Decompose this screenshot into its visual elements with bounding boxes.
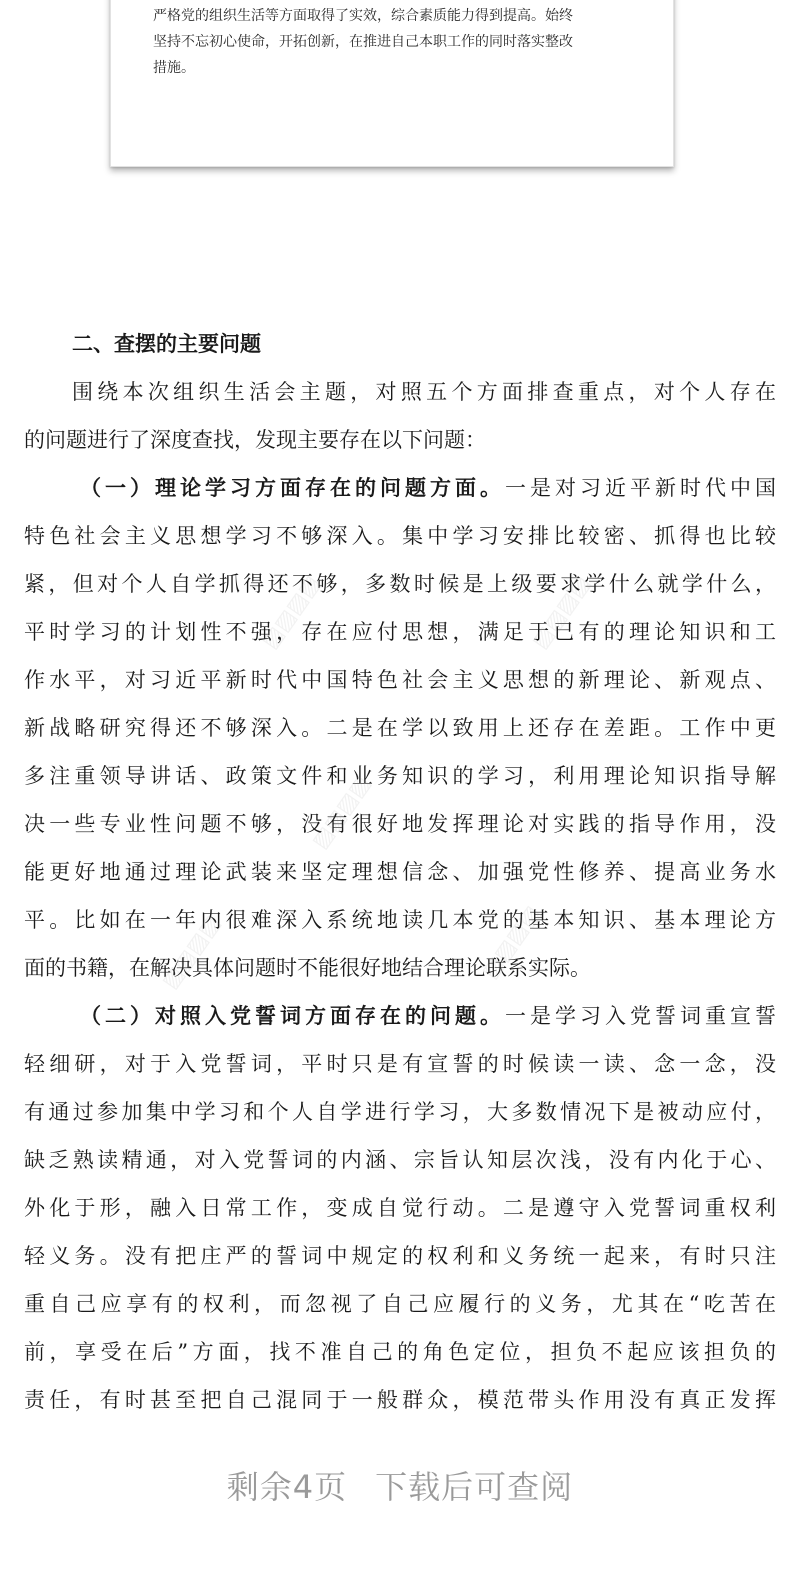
paragraph-line: 轻细研，对于入党誓词，平时只是有宣誓的时候读一读、念一念，没 xyxy=(24,1052,776,1076)
paragraph-line: 重自己应享有的权利，而忽视了自己应履行的义务，尤其在“吃苦在 xyxy=(24,1292,776,1316)
paragraph-line: 轻义务。没有把庄严的誓词中规定的权利和义务统一起来，有时只注 xyxy=(24,1244,776,1268)
watermark-mark: ▨▨▨▨ xyxy=(257,571,326,654)
paragraph-line: 缺乏熟读精通，对入党誓词的内涵、宗旨认知层次浅，没有内化于心、 xyxy=(24,1148,776,1172)
paragraph-line: 外化于形，融入日常工作，变成自觉行动。二是遵守入党誓词重权利 xyxy=(24,1196,776,1220)
watermark-mark: ▨▨▨▨ xyxy=(307,771,376,854)
paragraph-line: 面的书籍，在解决具体问题时不能很好地结合理论联系实际。 xyxy=(24,956,591,980)
watermark-mark: ▨▨▨▨ xyxy=(527,571,596,654)
document-body xyxy=(24,320,776,1424)
point-one-paragraph xyxy=(24,464,776,992)
point-one-heading: （一）理论学习方面存在的问题方面。 xyxy=(80,475,505,500)
point-two-heading: （二）对照入党誓词方面存在的问题。 xyxy=(80,1003,505,1028)
previous-page-line: 严格党的组织生活等方面取得了实效，综合素质能力得到提高。始终 xyxy=(153,8,573,24)
paragraph-line: 平时学习的计划性不强，存在应付思想，满足于已有的理论知识和工 xyxy=(24,620,776,644)
intro-line: 的问题进行了深度查找，发现主要存在以下问题： xyxy=(24,428,486,452)
watermark-mark: ▨▨▨▨ xyxy=(157,911,226,994)
download-banner[interactable] xyxy=(0,1462,800,1508)
point-two-first-line xyxy=(24,992,776,1040)
paragraph-line: 多注重领导讲话、政策文件和业务知识的学习，利用理论知识指导解 xyxy=(24,764,776,788)
remaining-pages-label: 剩余4页 xyxy=(226,1468,348,1506)
paragraph-line: 特色社会主义思想学习不够深入。集中学习安排比较密、抓得也比较 xyxy=(24,524,776,548)
previous-page-text xyxy=(153,3,643,81)
watermark-mark: ▨▨▨▨ xyxy=(477,901,546,984)
point-one-first-line-rest: 一是对习近平新时代中国 xyxy=(505,476,776,500)
point-one-first-line xyxy=(24,464,776,512)
paragraph-line: 决一些专业性问题不够，没有很好地发挥理论对实践的指导作用，没 xyxy=(24,812,776,836)
paragraph-line: 责任，有时甚至把自己混同于一般群众，模范带头作用没有真正发挥 xyxy=(24,1388,776,1412)
section-title: 二、查摆的主要问题 xyxy=(72,331,261,356)
intro-paragraph xyxy=(24,368,776,464)
point-two-paragraph xyxy=(24,992,776,1424)
paragraph-line: 有通过参加集中学习和个人自学进行学习，大多数情况下是被动应付， xyxy=(24,1100,776,1124)
paragraph-line: 作水平，对习近平新时代中国特色社会主义思想的新理论、新观点、 xyxy=(24,668,776,692)
download-to-view-label[interactable]: 下载后可查阅 xyxy=(375,1468,574,1506)
paragraph-line: 前，享受在后”方面，找不准自己的角色定位，担负不起应该担负的 xyxy=(24,1340,776,1364)
previous-page-line: 措施。 xyxy=(153,60,195,76)
point-two-first-line-rest: 一是学习入党誓词重宣誓 xyxy=(505,1004,776,1028)
paragraph-line: 平。比如在一年内很难深入系统地读几本党的基本知识、基本理论方 xyxy=(24,908,776,932)
previous-page-line: 坚持不忘初心使命，开拓创新，在推进自己本职工作的同时落实整改 xyxy=(153,34,573,50)
intro-line: 围绕本次组织生活会主题，对照五个方面排查重点，对个人存在 xyxy=(72,380,776,404)
paragraph-line: 紧，但对个人自学抓得还不够，多数时候是上级要求学什么就学什么， xyxy=(24,572,776,596)
previous-page-preview xyxy=(110,0,674,167)
paragraph-line: 新战略研究得还不够深入。二是在学以致用上还存在差距。工作中更 xyxy=(24,716,776,740)
paragraph-line: 能更好地通过理论武装来坚定理想信念、加强党性修养、提高业务水 xyxy=(24,860,776,884)
